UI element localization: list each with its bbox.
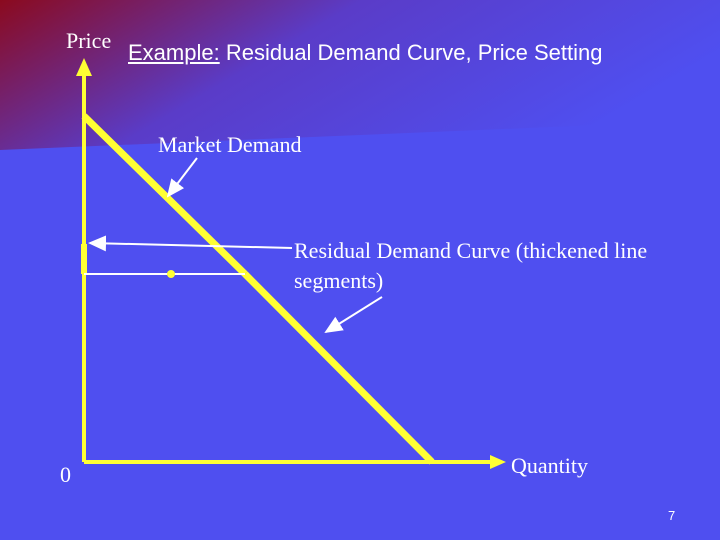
origin-label: 0 — [60, 462, 71, 487]
page-number: 7 — [668, 508, 676, 523]
price-point-dot — [167, 270, 175, 278]
y-axis-label: Price — [66, 28, 112, 53]
x-axis-label: Quantity — [511, 453, 588, 478]
slide-title-prefix: Example: — [128, 40, 220, 65]
residual-demand-label: Residual Demand Curve (thickened line segments) — [294, 238, 648, 293]
slide-title-rest: Residual Demand Curve, Price Setting — [219, 40, 603, 65]
market-demand-label: Market Demand — [158, 132, 302, 157]
slide-title — [128, 40, 602, 66]
